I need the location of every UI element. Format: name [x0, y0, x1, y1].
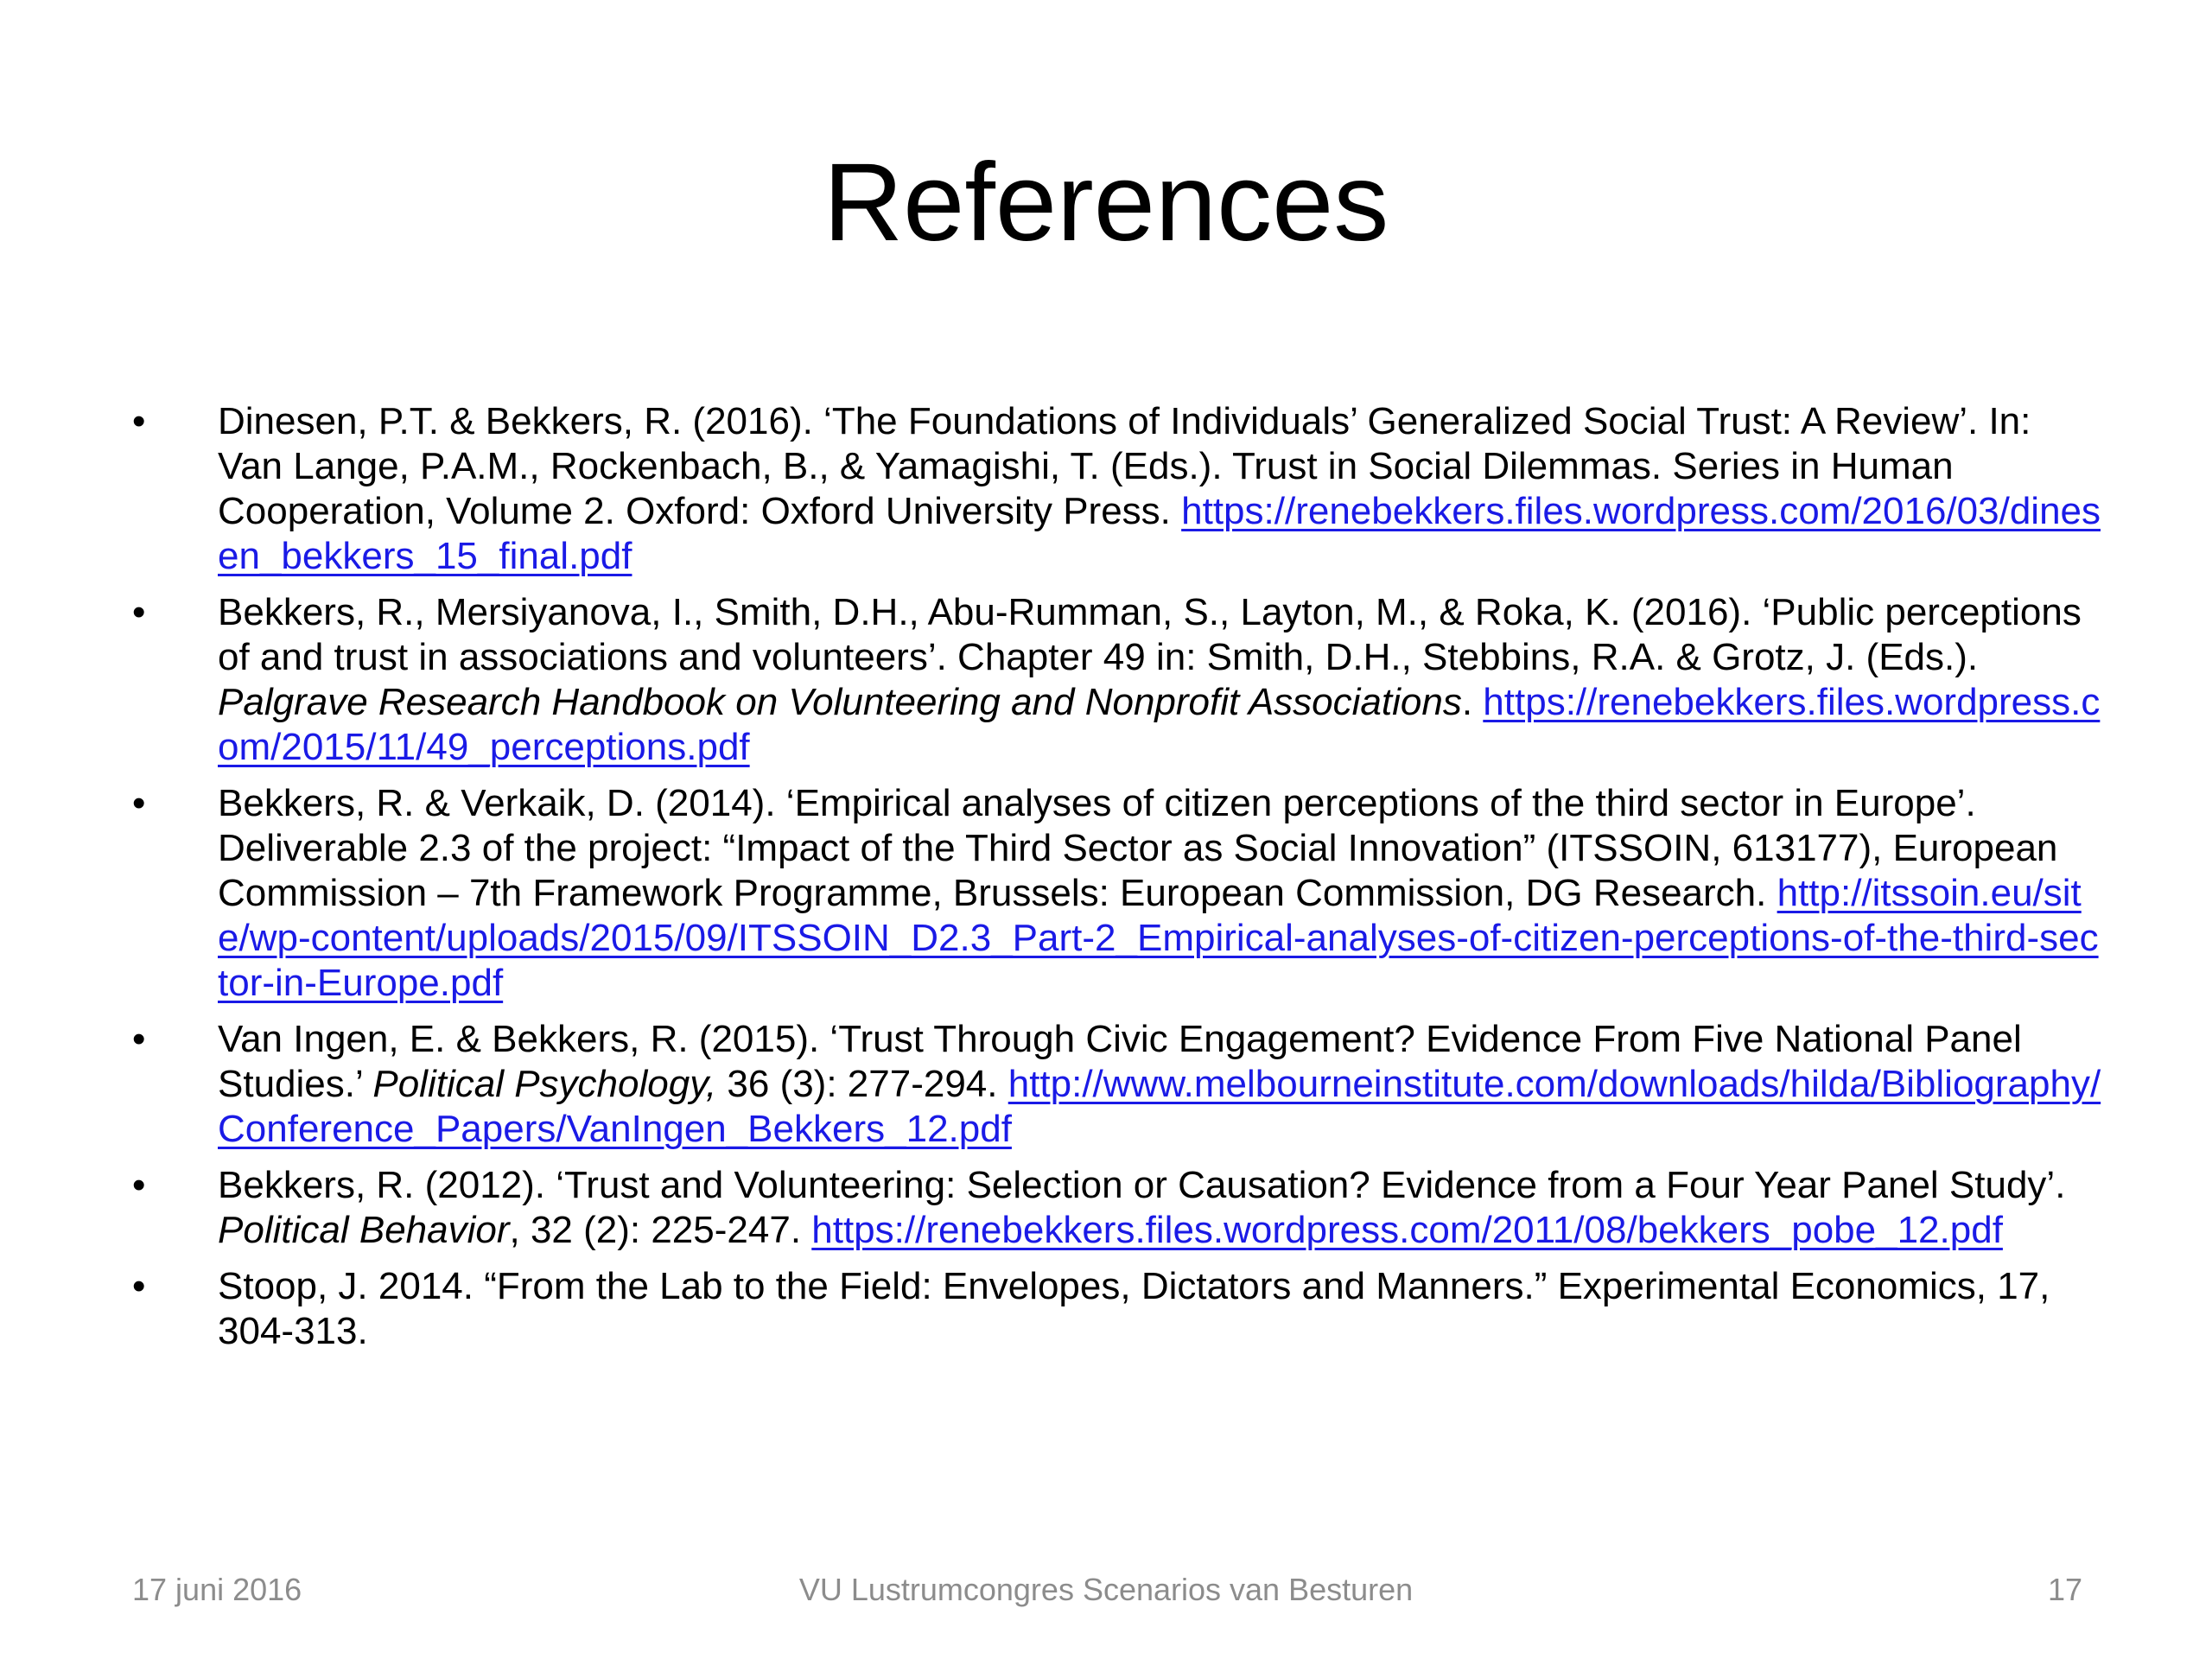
bullet-icon: • — [132, 782, 146, 824]
reference-item — [132, 1264, 2102, 1354]
reference-text-after: 36 (3): 277-294. — [716, 1063, 1008, 1105]
footer-date: 17 juni 2016 — [132, 1572, 302, 1607]
reference-text: Bekkers, R., Mersiyanova, I., Smith, D.H., Abu-Rumman, S., Layton, M., & Roka, K. (2016). ‘Public perceptions of and trust in associations and volunteers’. Chapter 49 in: Smith, D.H., Stebbins, R.A. & Grotz, J. (Eds.). — [218, 591, 2082, 678]
reference-list — [132, 399, 2102, 1365]
bullet-icon: • — [132, 1164, 146, 1206]
reference-italic-text: Political Behavior — [218, 1209, 510, 1251]
reference-link[interactable]: http://itssoin.eu/site/wp-content/uploads/2015/09/ITSSOIN_D2.3_Part-2_Empirical-analyses-of-citizen-perceptions-of-the-third-sector-in-Europe.pdf — [218, 872, 2099, 1004]
reference-italic-text: Political Psychology, — [372, 1063, 717, 1105]
reference-item — [132, 781, 2102, 1006]
reference-item — [132, 590, 2102, 770]
footer-title: VU Lustrumcongres Scenarios van Besturen — [798, 1572, 1414, 1607]
bullet-icon: • — [132, 1018, 146, 1060]
reference-italic-text: Palgrave Research Handbook on Volunteering and Nonprofit Associations — [218, 681, 1462, 723]
bullet-icon: • — [132, 591, 146, 633]
bullet-icon: • — [132, 400, 146, 442]
reference-link[interactable]: https://renebekkers.files.wordpress.com/2015/11/49_perceptions.pdf — [218, 681, 2101, 768]
reference-text: Stoop, J. 2014. “From the Lab to the Field: Envelopes, Dictators and Manners.” Experimental Economics, 17, 304-313. — [218, 1265, 2050, 1352]
reference-link[interactable]: http://www.melbourneinstitute.com/downloads/hilda/Bibliography/Conference_Papers/VanIngen_Bekkers_12.pdf — [218, 1063, 2101, 1150]
bullet-icon: • — [132, 1265, 146, 1307]
reference-link[interactable]: https://renebekkers.files.wordpress.com/2016/03/dinesen_bekkers_15_final.pdf — [218, 490, 2101, 577]
page-number: 17 — [2047, 1572, 2082, 1607]
reference-text: Dinesen, P.T. & Bekkers, R. (2016). ‘The Foundations of Individuals’ Generalized Social Trust: A Review’. In: Van Lange, P.A.M., Rockenbach, B., & Yamagishi, T. (Eds.). Trust in Social Dilemmas. Series in Human Cooperation, Volume 2. Oxford: Oxford University Press. — [218, 400, 2031, 532]
reference-item — [132, 1163, 2102, 1253]
reference-link[interactable]: https://renebekkers.files.wordpress.com/2011/08/bekkers_pobe_12.pdf — [811, 1209, 2003, 1251]
reference-text-after: , 32 (2): 225-247. — [509, 1209, 812, 1251]
slide-title: References — [823, 141, 1389, 264]
reference-item — [132, 399, 2102, 579]
reference-text: Bekkers, R. (2012). ‘Trust and Volunteering: Selection or Causation? Evidence from a Four Year Panel Study’. — [218, 1164, 2066, 1206]
reference-text: Van Ingen, E. & Bekkers, R. (2015). ‘Trust Through Civic Engagement? Evidence From Five National Panel Studies.’ — [218, 1018, 2022, 1105]
reference-item — [132, 1017, 2102, 1152]
reference-text-after: . — [1461, 681, 1484, 723]
reference-text: Bekkers, R. & Verkaik, D. (2014). ‘Empirical analyses of citizen perceptions of the third sector in Europe’. Deliverable 2.3 of the project: “Impact of the Third Sector as Social Innovation” (ITSSOIN, 613177), European Commission – 7th Framework Programme, Brussels: European Commission, DG Research. — [218, 782, 2058, 914]
